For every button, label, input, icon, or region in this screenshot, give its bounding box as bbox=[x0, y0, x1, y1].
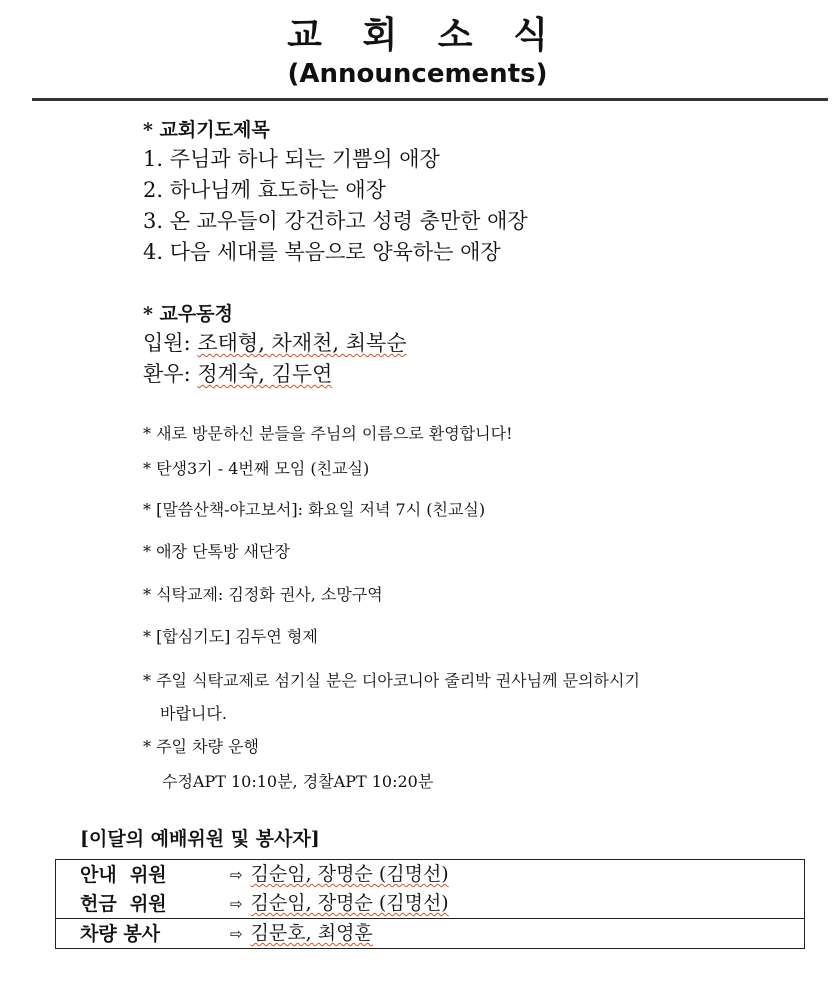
notice-item: * 애장 단톡방 새단장 bbox=[143, 542, 290, 561]
page-subtitle: (Announcements) bbox=[287, 59, 548, 89]
recovered-label: 환우: bbox=[143, 362, 191, 386]
staff-names: 김순임, 장명순 (김명선) bbox=[250, 863, 449, 885]
recovered-names: 정계숙, 김두연 bbox=[197, 362, 333, 386]
members-section bbox=[143, 300, 407, 390]
staff-table bbox=[55, 859, 805, 949]
notice-item: * 주일 식탁교제로 섬기실 분은 디아코니아 줄리박 권사님께 문의하시기 bbox=[143, 671, 640, 690]
table-row bbox=[56, 889, 805, 919]
staff-role: 안내 위원 bbox=[80, 863, 167, 886]
table-row bbox=[56, 919, 805, 949]
table-row bbox=[56, 860, 805, 890]
notice-item: * 주일 차량 운행 bbox=[143, 737, 259, 756]
title-divider bbox=[32, 98, 828, 101]
notice-item: * 식탁교제: 김정화 권사, 소망구역 bbox=[143, 585, 383, 604]
prayer-item: 3. 온 교우들이 강건하고 성령 충만한 애장 bbox=[143, 209, 528, 233]
prayer-section bbox=[143, 116, 528, 268]
prayer-item: 2. 하나님께 효도하는 애장 bbox=[143, 178, 386, 202]
staff-names: 김순임, 장명순 (김명선) bbox=[250, 892, 449, 914]
prayer-heading: * 교회기도제목 bbox=[143, 119, 270, 141]
notice-item: * 새로 방문하신 분들을 주님의 이름으로 환영합니다! bbox=[143, 424, 513, 443]
staff-role: 차량 봉사 bbox=[56, 919, 231, 949]
joined-line bbox=[143, 328, 407, 359]
notice-item-continued: 수정APT 10:10분, 경찰APT 10:20분 bbox=[162, 772, 434, 791]
members-heading: * 교우동정 bbox=[143, 303, 233, 325]
notice-item: * [말씀산책-야고보서]: 화요일 저녁 7시 (친교실) bbox=[143, 500, 486, 519]
staff-names-cell bbox=[230, 919, 805, 949]
staff-names-cell bbox=[230, 889, 805, 919]
staff-role: 헌금 위원 bbox=[80, 892, 167, 915]
staff-names-cell bbox=[230, 860, 805, 890]
recovered-line bbox=[143, 359, 407, 390]
arrow-icon: ⇨ bbox=[230, 895, 243, 913]
notice-item-continued: 바랍니다. bbox=[160, 704, 227, 723]
notice-item: * [합심기도] 김두연 형제 bbox=[143, 627, 318, 646]
joined-label: 입원: bbox=[143, 331, 191, 355]
monthly-heading: [이달의 예배위원 및 봉사자] bbox=[80, 828, 320, 850]
prayer-item: 1. 주님과 하나 되는 기쁨의 애장 bbox=[143, 147, 440, 171]
notice-item: * 탄생3기 - 4번째 모임 (친교실) bbox=[143, 459, 370, 478]
arrow-icon: ⇨ bbox=[230, 925, 243, 943]
page-title: 교 회 소 식 bbox=[287, 15, 562, 56]
joined-names: 조태형, 차재천, 최복순 bbox=[197, 331, 407, 355]
staff-names: 김문호, 최영훈 bbox=[250, 922, 373, 944]
prayer-item: 4. 다음 세대를 복음으로 양육하는 애장 bbox=[143, 240, 501, 264]
arrow-icon: ⇨ bbox=[230, 866, 243, 884]
